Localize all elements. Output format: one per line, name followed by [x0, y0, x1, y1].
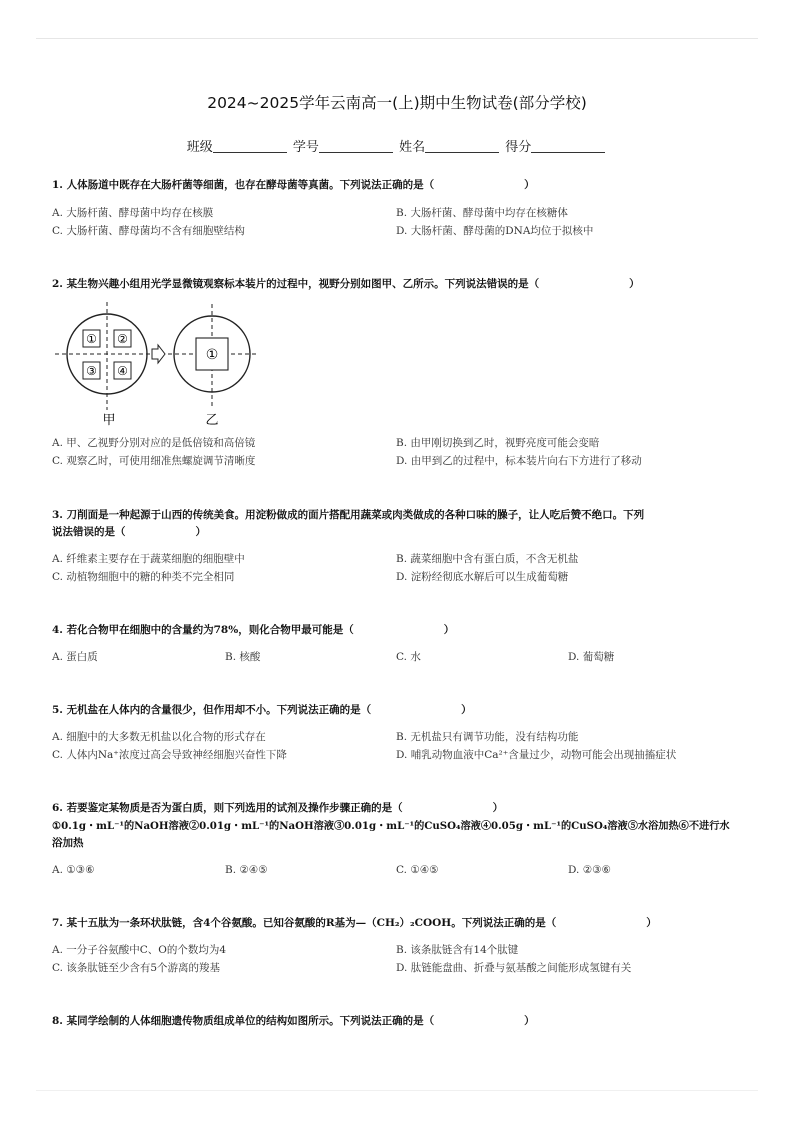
question-2-stem: 2. 某生物兴趣小组用光学显微镜观察标本装片的过程中，视野分别如图甲、乙所示。下列说法错误的是（ ）	[52, 278, 640, 290]
question-7-option-c[interactable]: C. 该条肽链至少含有5个游离的羧基	[52, 962, 221, 974]
id-label: 学号	[292, 140, 319, 155]
question-3-option-c[interactable]: C. 动植物细胞中的糖的种类不完全相同	[52, 571, 235, 583]
question-5-stem: 5. 无机盐在人体内的含量很少，但作用却不小。下列说法正确的是（ ）	[52, 704, 472, 716]
figure-caption-jia: 甲	[102, 413, 116, 428]
question-6-reagents-line1: ①0.1g・mL⁻¹的NaOH溶液②0.01g・mL⁻¹的NaOH溶液③0.01g・mL⁻¹的CuSO₄溶液④0.05g・mL⁻¹的CuSO₄溶液⑤水浴加热⑥不进行水	[52, 820, 730, 832]
specimen-label-2: ②	[117, 332, 128, 346]
question-5-option-a[interactable]: A. 细胞中的大多数无机盐以化合物的形式存在	[52, 731, 266, 743]
question-2-option-c[interactable]: C. 观察乙时，可使用细准焦螺旋调节清晰度	[52, 455, 256, 467]
microscope-field-figure	[52, 300, 302, 428]
name-label: 姓名	[399, 140, 426, 155]
class-label: 班级	[186, 140, 213, 155]
question-4-option-b[interactable]: B. 核酸	[225, 651, 261, 663]
specimen-label-3: ③	[86, 364, 97, 378]
student-info-line	[0, 136, 794, 155]
page-title: 2024~2025学年云南高一(上)期中生物试卷(部分学校)	[207, 94, 587, 112]
name-blank[interactable]	[425, 140, 499, 153]
specimen-label-magnified: ①	[205, 347, 219, 363]
question-3-option-d[interactable]: D. 淀粉经彻底水解后可以生成葡萄糖	[396, 571, 569, 583]
question-4-option-a[interactable]: A. 蛋白质	[52, 651, 98, 663]
question-3-option-b[interactable]: B. 蔬菜细胞中含有蛋白质，不含无机盐	[396, 553, 579, 565]
question-1-option-d[interactable]: D. 大肠杆菌、酵母菌的DNA均位于拟核中	[396, 225, 594, 237]
footer-divider	[36, 1090, 758, 1091]
question-5-option-d[interactable]: D. 哺乳动物血液中Ca²⁺含量过少，动物可能会出现抽搐症状	[396, 749, 677, 761]
question-7-option-d[interactable]: D. 肽链能盘曲、折叠与氨基酸之间能形成氢键有关	[396, 962, 632, 974]
question-2-option-b[interactable]: B. 由甲刚切换到乙时，视野亮度可能会变暗	[396, 437, 600, 449]
specimen-label-4: ④	[117, 364, 128, 378]
header-divider	[36, 38, 758, 39]
question-6-reagents-line2: 浴加热	[52, 837, 84, 849]
question-5-option-b[interactable]: B. 无机盐只有调节功能，没有结构功能	[396, 731, 579, 743]
id-blank[interactable]	[319, 140, 393, 153]
question-2-option-d[interactable]: D. 由甲到乙的过程中，标本装片向右下方进行了移动	[396, 455, 642, 467]
figure-caption-yi: 乙	[205, 413, 219, 428]
question-3-option-a[interactable]: A. 纤维素主要存在于蔬菜细胞的细胞壁中	[52, 553, 245, 565]
question-6-option-a[interactable]: A. ①③⑥	[52, 864, 95, 876]
score-blank[interactable]	[531, 140, 605, 153]
question-1-option-c[interactable]: C. 大肠杆菌、酵母菌均不含有细胞壁结构	[52, 225, 245, 237]
score-label: 得分	[505, 140, 532, 155]
arrow-right-icon	[152, 345, 165, 363]
question-4-stem: 4. 若化合物甲在细胞中的含量约为78%，则化合物甲最可能是（ ）	[52, 624, 455, 636]
specimen-label-1: ①	[86, 332, 97, 346]
class-blank[interactable]	[213, 140, 287, 153]
question-2-option-a[interactable]: A. 甲、乙视野分别对应的是低倍镜和高倍镜	[52, 437, 256, 449]
question-4-option-c[interactable]: C. 水	[396, 651, 421, 663]
question-3-stem-line1: 3. 刀削面是一种起源于山西的传统美食。用淀粉做成的面片搭配用蔬菜或肉类做成的各种口味的臊子，让人吃后赞不绝口。下列	[52, 509, 645, 521]
question-7-option-a[interactable]: A. 一分子谷氨酸中C、O的个数均为4	[52, 944, 227, 956]
question-3-stem-line2: 说法错误的是（ ）	[52, 526, 206, 538]
question-6-option-b[interactable]: B. ②④⑤	[225, 864, 268, 876]
question-4-option-d[interactable]: D. 葡萄糖	[568, 651, 615, 663]
question-1-stem: 1. 人体肠道中既存在大肠杆菌等细菌，也存在酵母菌等真菌。下列说法正确的是（ ）	[52, 179, 535, 191]
question-7-stem: 7. 某十五肽为一条环状肽链，含4个谷氨酸。已知谷氨酸的R基为—（CH₂）₂COOH。下列说法正确的是（ ）	[52, 917, 657, 929]
question-6-option-d[interactable]: D. ②③⑥	[568, 864, 611, 876]
question-7-option-b[interactable]: B. 该条肽链含有14个肽键	[396, 944, 519, 956]
question-6-option-c[interactable]: C. ①④⑤	[396, 864, 439, 876]
question-1-option-b[interactable]: B. 大肠杆菌、酵母菌中均存在核糖体	[396, 207, 568, 219]
question-6-stem: 6. 若要鉴定某物质是否为蛋白质，则下列选用的试剂及操作步骤正确的是（ ）	[52, 802, 504, 814]
question-5-option-c[interactable]: C. 人体内Na⁺浓度过高会导致神经细胞兴奋性下降	[52, 749, 287, 761]
question-8-stem: 8. 某同学绘制的人体细胞遗传物质组成单位的结构如图所示。下列说法正确的是（ ）	[52, 1015, 535, 1027]
question-1-option-a[interactable]: A. 大肠杆菌、酵母菌中均存在核膜	[52, 207, 214, 219]
